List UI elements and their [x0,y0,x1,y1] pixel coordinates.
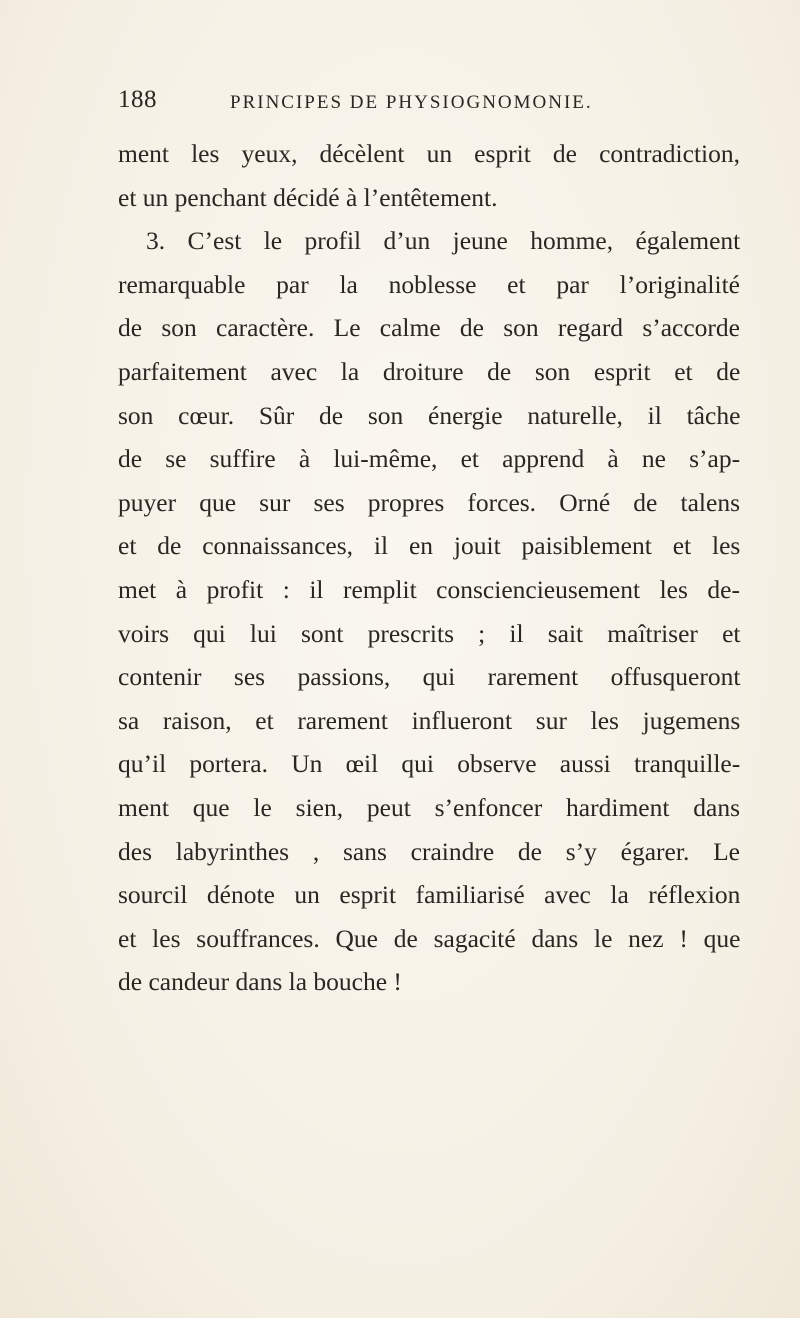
text-line: ment les yeux, décèlent un esprit de contradiction, [118,139,740,168]
text-line: son cœur. Sûr de son énergie naturelle, il tâche [118,400,741,430]
text-line: qu’il portera. Un œil qui observe aussi tranquille- [118,749,741,779]
running-head [118,86,738,126]
text-line: contenir ses passions, qui rarement offusqueront [118,662,741,692]
text-line: sourcil dénote un esprit familiarisé avec la réflexion [118,880,741,910]
text-line: ment que le sien, peut s’enfoncer hardiment dans [118,792,740,822]
body-text [118,132,740,1004]
text-line: de candeur dans la bouche ! [118,967,402,997]
text-line: voirs qui lui sont prescrits ; il sait maîtriser et [118,618,741,648]
text-line: et les souffrances. Que de sagacité dans le nez ! que [118,923,741,953]
running-title: PRINCIPES DE PHYSIOGNOMONIE. [230,92,593,113]
text-line: sa raison, et rarement influeront sur les jugemens [118,705,741,735]
text-line: et un penchant décidé à l’entêtement. [118,182,498,212]
text-line: et de connaissances, il en jouit paisiblement et les [118,531,741,561]
text-line: des labyrinthes , sans craindre de s’y égarer. Le [118,836,740,866]
page-number: 188 [118,86,157,113]
text-line: puyer que sur ses propres forces. Orné de talens [118,487,740,517]
text-line: de son caractère. Le calme de son regard s’accorde [118,313,740,343]
text-line: parfaitement avec la droiture de son esprit et de [118,356,741,386]
text-line: met à profit : il remplit consciencieusement les de- [118,574,740,604]
text-line: remarquable par la noblesse et par l’originalité [118,269,740,299]
text-line: 3. C’est le profil d’un jeune homme, également [146,226,741,256]
text-line: de se suffire à lui-même, et apprend à ne s’ap- [118,444,741,474]
